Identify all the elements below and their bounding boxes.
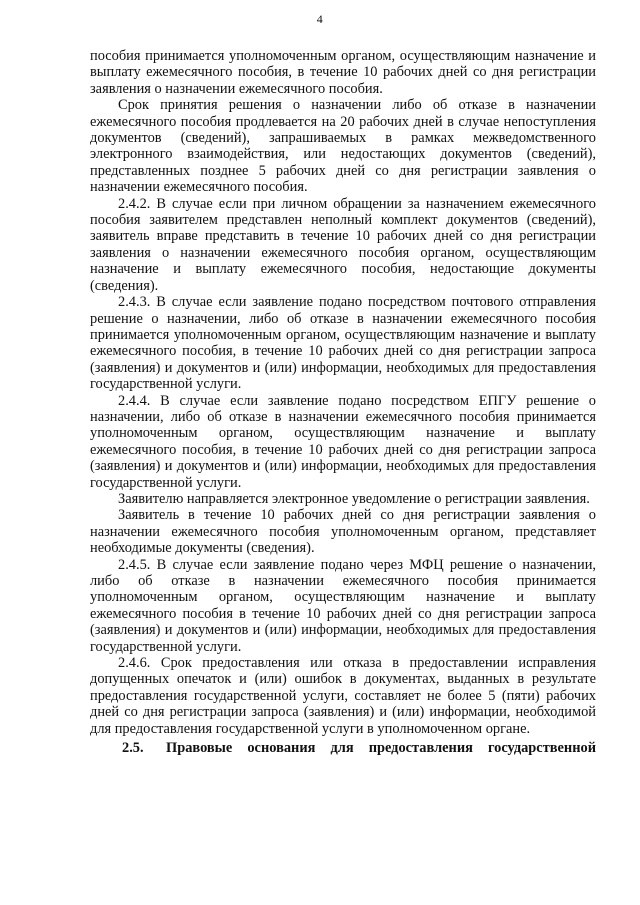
section-number: 2.5.	[122, 740, 144, 757]
paragraph-deadline-extension: Срок принятия решения о назначении либо об отказе в назначении ежемесячного пособия продлевается на 20 рабочих дней в случае непоступления документов (сведений), запрашиваемых в рамках межведомственного электронного взаимодействия, или недостающих документов (сведений), представленных позднее 5 рабочих дней со дня регистрации заявления о назначении ежемесячного пособия.	[90, 97, 596, 196]
paragraph-continuation: пособия принимается уполномоченным органом, осуществляющим назначение и выплату ежемесячного пособия, в течение 10 рабочих дней со дня регистрации заявления о назначении ежемесячного пособия.	[90, 48, 596, 97]
paragraph-2-4-4: 2.4.4. В случае если заявление подано посредством ЕПГУ решение о назначении, либо об отказе в назначении ежемесячного пособия принимается уполномоченным органом, осуществляющим назначение и выплату ежемесячного пособия, в течение 10 рабочих дней со дня регистрации запроса (заявления) и документов и (или) информации, необходимых для предоставления государственной услуги.	[90, 392, 596, 491]
paragraph-notification: Заявителю направляется электронное уведомление о регистрации заявления.	[118, 490, 590, 507]
paragraph-2-4-2: 2.4.2. В случае если при личном обращении за назначением ежемесячного пособия заявителем представлен неполный комплект документов (сведений), заявитель вправе представить в течение 10 рабочих дней со дня регистрации заявления о назначении ежемесячного пособия органом, осуществляющим назначение и выплату ежемесячного пособия, недостающие документы (сведения).	[90, 195, 596, 294]
paragraph-documents-submission: Заявитель в течение 10 рабочих дней со дня регистрации заявления о назначении ежемесячного пособия уполномоченным органом, представляет необходимые документы (сведения).	[90, 507, 596, 557]
section-heading-2-5	[90, 740, 596, 756]
section-title: Правовые основания для предоставления государственной	[166, 740, 596, 757]
paragraph-2-4-3: 2.4.3. В случае если заявление подано посредством почтового отправления решение о назначении, либо об отказе в назначении ежемесячного пособия принимается уполномоченным органом, осуществляющим назначение и выплату ежемесячного пособия, в течение 10 рабочих дней со дня регистрации запроса (заявления) и документов и (или) информации, необходимых для предоставления государственной услуги.	[90, 294, 596, 393]
paragraph-2-4-6: 2.4.6. Срок предоставления или отказа в предоставлении исправления допущенных опечаток и (или) ошибок в документах, выданных в результате предоставления государственной услуги, составляет не более 5 (пяти) рабочих дней со дня регистрации запроса (заявления) и (или) информации, необходимой для предоставления государственной услуги в уполномоченном органе.	[90, 655, 596, 737]
paragraph-2-4-5: 2.4.5. В случае если заявление подано через МФЦ решение о назначении, либо об отказе в назначении ежемесячного пособия принимается уполномоченным органом, осуществляющим назначение и выплату ежемесячного пособия в течение 10 рабочих дней со дня регистрации запроса (заявления) и документов и (или) информации, необходимых для предоставления государственной услуги.	[90, 556, 596, 655]
document-body	[90, 48, 596, 756]
page-number: 4	[316, 12, 324, 26]
